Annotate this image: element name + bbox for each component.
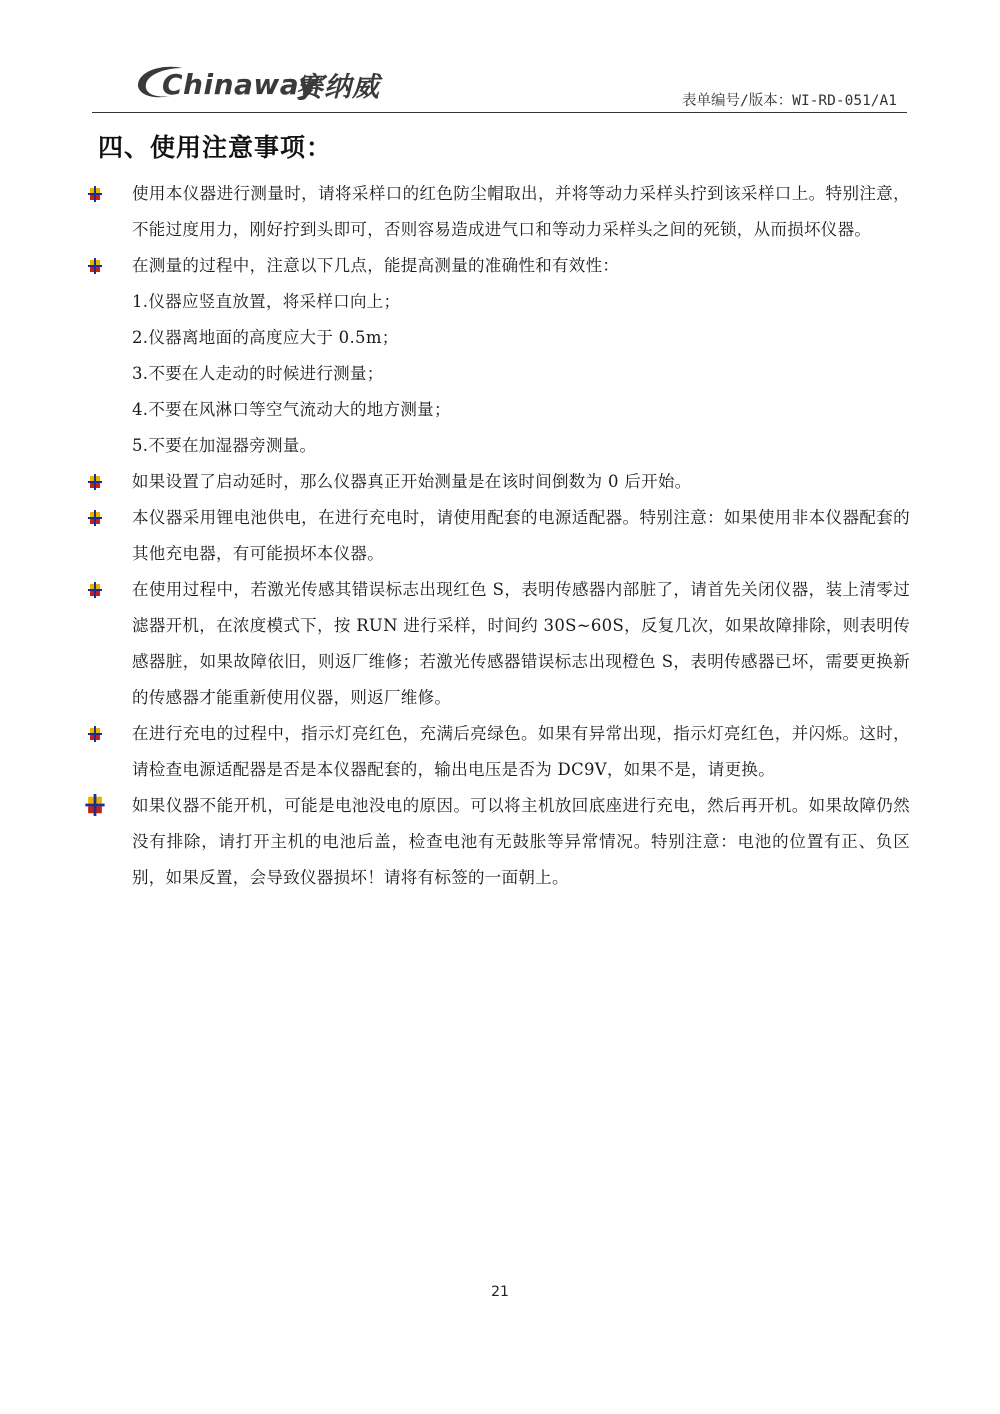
list-item: [84, 464, 910, 500]
sub-item: 3.不要在人走动的时候进行测量；: [132, 364, 384, 383]
logo-text: Chinaway: [162, 68, 318, 101]
list-item: [84, 176, 910, 248]
sub-item: 4.不要在风淋口等空气流动大的地方测量；: [132, 400, 451, 419]
list-item: [84, 248, 910, 284]
item-text: 如果仪器不能开机，可能是电池没电的原因。可以将主机放回底座进行充电，然后再开机。如果故障仍然没有排除，请打开主机的电池后盖，检查电池有无鼓胀等异常情况。特别注意：电池的位置有正、负区别，如果反置，会导致仪器损坏！请将有标签的一面朝上。: [132, 796, 910, 887]
bullet-icon: [87, 726, 103, 742]
page-number: 21: [491, 1284, 509, 1300]
list-item: [84, 716, 910, 788]
notes-list: [84, 176, 910, 896]
list-item: [84, 788, 910, 896]
bullet-icon: [87, 258, 103, 274]
item-text: 在测量的过程中，注意以下几点，能提高测量的准确性和有效性：: [132, 256, 620, 275]
sub-item: 2.仪器离地面的高度应大于 0.5m；: [132, 328, 399, 347]
sub-list: [84, 284, 910, 464]
sub-item: 1.仪器应竖直放置，将采样口向上；: [132, 292, 401, 311]
list-item: [84, 500, 910, 572]
bullet-icon: [87, 510, 103, 526]
item-text: 在使用过程中，若激光传感其错误标志出现红色 S，表明传感器内部脏了，请首先关闭仪器，装上清零过滤器开机，在浓度模式下，按 RUN 进行采样，时间约 30S~60S，反复几次，如果故障排除，则表明传感器脏，如果故障依旧，则返厂维修；若激光传感器错误标志出现橙色 S，表明传感器已坏，需要更换新的传感器才能重新使用仪器，则返厂维修。: [132, 580, 910, 707]
list-item: [84, 572, 910, 716]
form-code: 表单编号/版本：WI-RD-051/A1: [682, 93, 897, 109]
bullet-icon: [87, 186, 103, 202]
logo-chinese-name: 赛纳威: [296, 72, 380, 103]
bullet-icon: [84, 794, 106, 816]
sub-item: 5.不要在加湿器旁测量。: [132, 436, 317, 455]
item-text: 如果设置了启动延时，那么仪器真正开始测量是在该时间倒数为 0 后开始。: [132, 472, 692, 491]
item-text: 使用本仪器进行测量时，请将采样口的红色防尘帽取出，并将等动力采样头拧到该采样口上。特别注意，不能过度用力，刚好拧到头即可，否则容易造成进气口和等动力采样头之间的死锁，从而损坏仪器。: [132, 184, 910, 239]
item-text: 在进行充电的过程中，指示灯亮红色，充满后亮绿色。如果有异常出现，指示灯亮红色，并闪烁。这时，请检查电源适配器是否是本仪器配套的，输出电压是否为 DC9V，如果不是，请更换。: [132, 724, 910, 779]
bullet-icon: [87, 474, 103, 490]
section-title: 四、使用注意事项：: [98, 133, 333, 162]
bullet-icon: [87, 582, 103, 598]
company-logo: [134, 62, 394, 104]
page-header: [92, 58, 907, 113]
item-text: 本仪器采用锂电池供电，在进行充电时，请使用配套的电源适配器。特别注意：如果使用非本仪器配套的其他充电器，有可能损坏本仪器。: [132, 508, 910, 563]
